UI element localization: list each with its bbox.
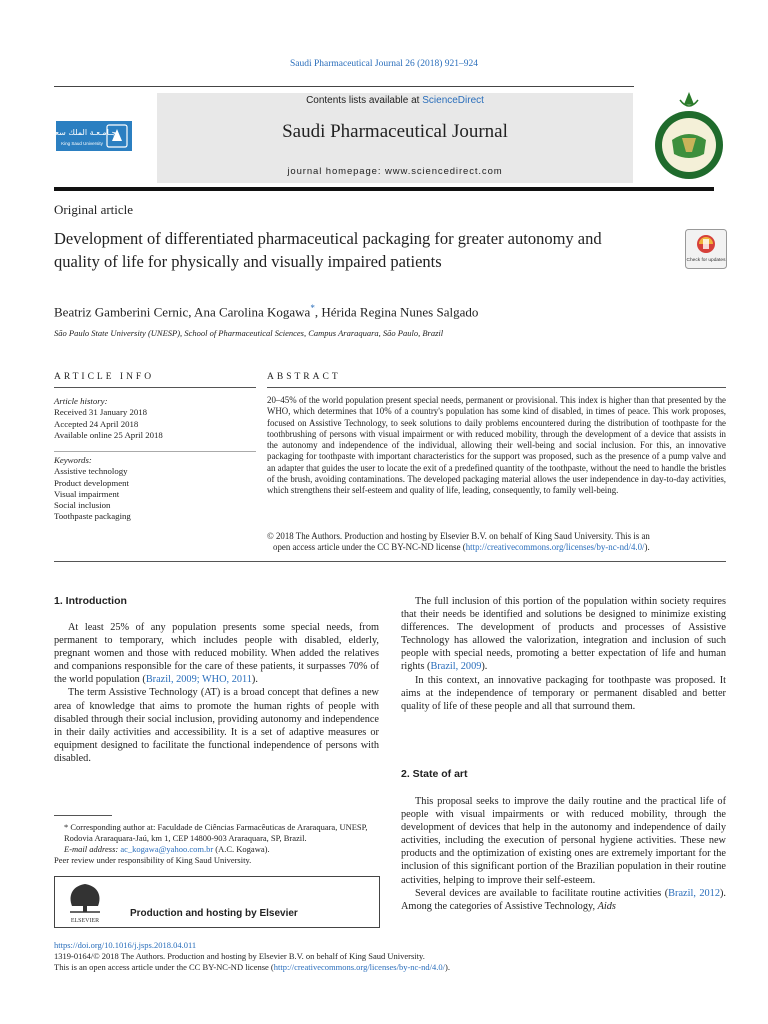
- keyword: Social inclusion: [54, 500, 111, 511]
- keywords-rule: [54, 451, 256, 452]
- article-type: Original article: [54, 202, 134, 217]
- check-updates-label: Check for updates: [686, 258, 726, 263]
- copyright-line-2: [267, 542, 726, 553]
- abstract-heading: ABSTRACT: [267, 372, 341, 382]
- email-note: [54, 844, 384, 855]
- right-p1-end: ).: [481, 661, 488, 673]
- email-link[interactable]: ac_kogawa@yahoo.com.br: [120, 844, 214, 854]
- introduction-heading: 1. Introduction: [54, 595, 127, 607]
- authors-part2: , Hérida Regina Nunes Salgado: [314, 304, 479, 320]
- contents-line: [157, 95, 633, 106]
- abstract-copyright: [267, 531, 726, 554]
- abstract-rule: [267, 387, 726, 388]
- affiliation: São Paulo State University (UNESP), School of Pharmaceutical Sciences, Campus Araraquara, São Paulo, Brazil: [54, 328, 444, 338]
- email-suffix: (A.C. Kogawa).: [213, 844, 270, 854]
- oa-prefix: This is an open access article under the CC BY-NC-ND license (: [54, 961, 274, 972]
- oa-license-link[interactable]: http://creativecommons.org/licenses/by-nc-nd/4.0/: [273, 961, 445, 972]
- masthead-rule-top: [54, 86, 634, 87]
- keywords-label: Keywords:: [54, 455, 92, 465]
- journal-homepage[interactable]: journal homepage: www.sciencedirect.com: [287, 166, 503, 177]
- copyright-line-1: © 2018 The Authors. Production and hosting by Elsevier B.V. on behalf of King Saud University. This is an: [267, 531, 650, 541]
- corresponding-author-note: * Corresponding author at: Faculdade de Ciências Farmacêuticas de Araraquara, UNESP, Rodovia Araraquara-Jaú, km 1, CEP 14800-903 Araraquara, SP, Brazil.: [64, 822, 368, 843]
- keyword: Product development: [54, 477, 130, 488]
- authors: [54, 303, 478, 320]
- soa-p2-italic: Aids: [597, 900, 616, 912]
- open-access-line: [54, 962, 734, 973]
- email-label: E-mail address:: [64, 844, 121, 854]
- license-link[interactable]: http://creativecommons.org/licenses/by-nc-nd/4.0/: [465, 542, 645, 553]
- issn-line: 1319-0164/© 2018 The Authors. Production and hosting by Elsevier B.V. on behalf of King Saud University.: [54, 950, 425, 961]
- introduction-body: [54, 621, 379, 765]
- elsevier-tree-logo: [62, 880, 108, 924]
- ksu-logo-english: King Saud University: [61, 141, 103, 146]
- intro-paragraph-1: [54, 621, 379, 686]
- citation-link[interactable]: Brazil, 2009: [430, 661, 482, 673]
- elsevier-logo-text: ELSEVIER: [70, 918, 100, 924]
- keyword: Toothpaste packaging: [54, 511, 131, 522]
- intro-paragraph-2: The term Assistive Technology (AT) is a broad concept that defines a new area of knowledge that aims to promote the human rights of people with disabled through their social inclusion, providing autonomy and independence in their daily activities and accessibility. It is a set of adaptive measures or equipment designed to facilitate the functional independence of persons with disabled.: [54, 687, 379, 764]
- sciencedirect-link[interactable]: ScienceDirect: [422, 95, 484, 106]
- corresponding-author-star[interactable]: *: [310, 303, 315, 313]
- contents-prefix: Contents lists available at: [306, 95, 423, 106]
- abstract-text: 20–45% of the world population present special needs, permanent or provisional. This index is higher than that presented by the WHO, which determines that 10% of a country's population has some kind of disabled, in times of peace. This work proposes, focused on Assistive Technology, to seek solutions to daily problems encountered during the distribution of toothpaste for the toothbrushing of persons with visual impairment or with reduced mobility, through the development of a device that assists in the autonomy and independence of the individual, allowing their well-being and social inclusion. For this, an innovative packaging for toothpaste with important characteristics for the support was proposed, such as the presence of a pump valve and an adapter that guides the user to locate the exit of a predefined quantity of the toothpaste, without the need to handle the bristles of the brush, avoiding contaminations. The developed packaging material allows the user independence in day-to-day activities, which strengthens their self-esteem and quality of life, leading, consequently, to family well-being.: [267, 395, 726, 496]
- right-paragraph-2: In this context, an innovative packaging for toothpaste was proposed. It aims at the independence of temporary or permanent disabled and better quality of life of these people and all that surround them.: [401, 674, 726, 712]
- masthead-rule-bottom: [54, 187, 714, 191]
- article-info-rule: [54, 387, 256, 388]
- bottom-info: [54, 940, 734, 972]
- society-emblem: [652, 90, 726, 184]
- article-title: Development of differentiated pharmaceutical packaging for greater autonomy and quality of life for physically and visually impaired patients: [54, 229, 602, 271]
- copyright-prefix: open access article under the CC BY-NC-ND license (: [273, 542, 466, 553]
- keyword: Visual impairment: [54, 488, 120, 499]
- right-paragraph-1: [401, 595, 726, 674]
- article-history: [54, 396, 254, 441]
- footnote-rule: [54, 815, 112, 816]
- state-of-art-body: [401, 795, 726, 913]
- right-p1-text: The full inclusion of this portion of the population within society requires that their needs be identified and solutions be designed to minimize existing differences. The development of products and processes of Assistive Technology has allowed the valorization, integration and inclusion of such people with special needs, promoting a better expectation of life and human rights (: [401, 596, 726, 673]
- ksu-logo: [47, 121, 132, 151]
- doi-link[interactable]: https://doi.org/10.1016/j.jsps.2018.04.011: [54, 940, 197, 950]
- history-received: Received 31 January 2018: [54, 407, 148, 418]
- history-label: Article history:: [54, 396, 108, 406]
- citation-link[interactable]: Brazil, 2012: [668, 887, 720, 899]
- intro-p1-text: At least 25% of any population presents some special needs, from permanent to temporary, which includes people with disabled, elderly, pregnant women and those with reduced mobility. When added the relatives and companions responsible for the care of these patients, it surpasses 70% of the world population (: [54, 622, 379, 686]
- elsevier-production-text: Production and hosting by Elsevier: [130, 908, 298, 919]
- ksu-logo-arabic: جـامـعـة الملك سعود: [47, 128, 117, 137]
- authors-part1: Beatriz Gamberini Cernic, Ana Carolina Kogawa: [54, 304, 311, 320]
- footnotes: [54, 822, 384, 866]
- history-online: Available online 25 April 2018: [54, 429, 163, 440]
- keywords: [54, 455, 254, 523]
- intro-p1-end: ).: [251, 674, 258, 686]
- citation-link[interactable]: Brazil, 2009; WHO, 2011: [145, 674, 252, 686]
- oa-suffix: ).: [445, 961, 450, 972]
- soa-p2-text: Several devices are available to facilitate routine activities (: [415, 887, 669, 899]
- right-column-top: [401, 595, 726, 713]
- check-for-updates-badge[interactable]: [685, 229, 727, 269]
- soa-paragraph-2: [401, 887, 726, 913]
- history-accepted: Accepted 24 April 2018: [54, 418, 139, 429]
- journal-citation[interactable]: Saudi Pharmaceutical Journal 26 (2018) 921–924: [289, 59, 479, 69]
- journal-title: Saudi Pharmaceutical Journal: [282, 121, 508, 142]
- peer-review-note: Peer review under responsibility of King Saud University.: [54, 855, 252, 865]
- state-of-art-heading: 2. State of art: [401, 768, 468, 780]
- copyright-suffix: ).: [644, 542, 650, 553]
- soa-p2-mid: ). Among the categories of Assistive Technology,: [401, 887, 726, 912]
- soa-paragraph-1: This proposal seeks to improve the daily routine and the practical life of people with visual impairments or with reduced mobility, through the development of devices that help in the autonomy and independence of daily activities, including the execution of personal hygiene activities. These new products and the optimization of existing ones are extremely important for the inclusion of this significant portion of the Brazilian population in their routine activities, helping to improve their self-esteem.: [401, 796, 726, 886]
- article-info-heading: ARTICLE INFO: [54, 372, 155, 382]
- abstract-bottom-rule: [54, 561, 726, 562]
- keyword: Assistive technology: [54, 466, 128, 477]
